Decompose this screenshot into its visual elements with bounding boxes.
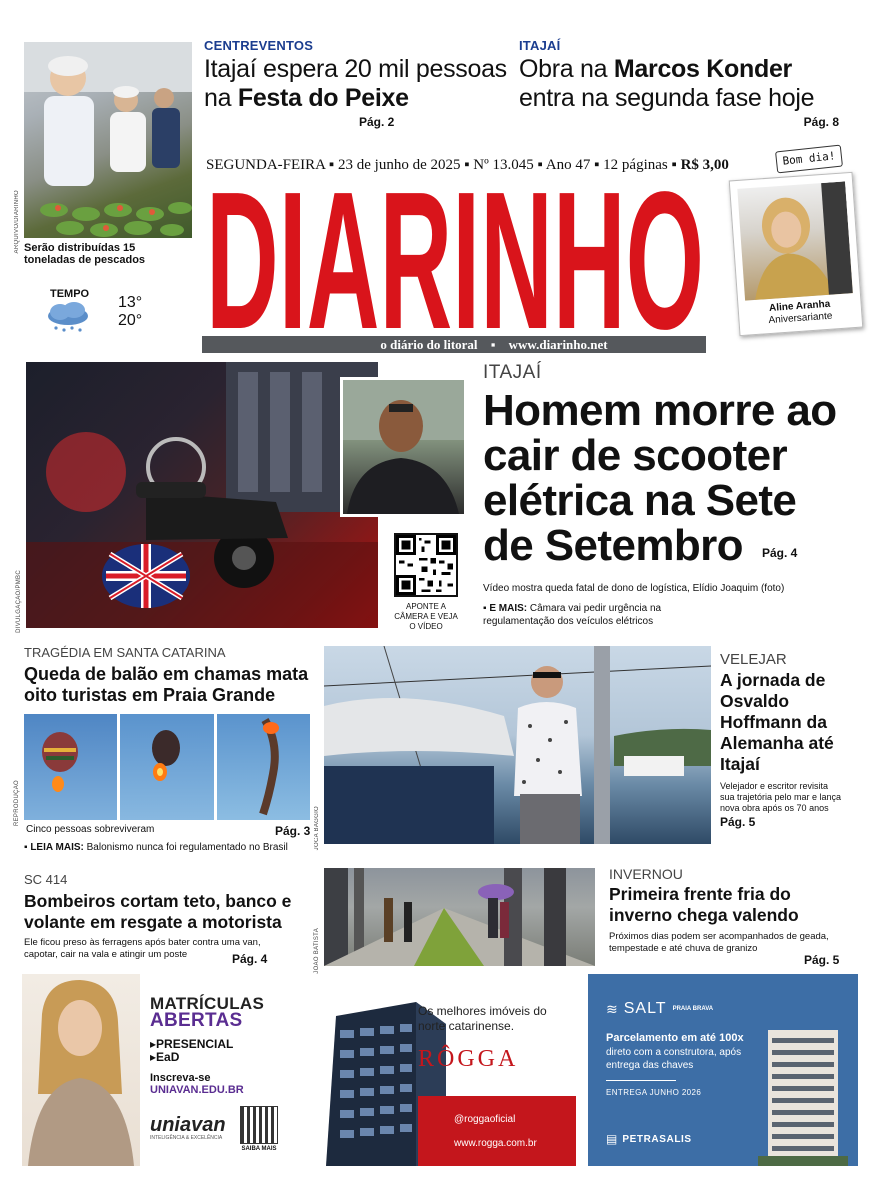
salt-tower-image (758, 1020, 848, 1166)
fire-headline: Bombeiros cortam teto, banco e volante em resgate a motorista (24, 891, 292, 932)
qr-instructions: APONTE A CÂMERA E VEJA O VÍDEO (394, 602, 458, 631)
tagline-separator-icon: ▪ (490, 337, 496, 352)
balloon-photo-2 (120, 714, 213, 820)
headline-text: Obra na (519, 55, 614, 83)
headline-text: Itajaí espera 20 mil pessoas na (204, 55, 507, 112)
salt-offer-rest: direto com a construtora, após entrega das chaves (606, 1047, 742, 1071)
petrasalis-logo (606, 1132, 692, 1146)
sailing-headline: A jornada de Osvaldo Hoffmann da Alemanha até Itajaí (720, 670, 834, 774)
story-page: Pág. 2 (359, 115, 395, 129)
story-kicker: CENTREVENTOS (204, 38, 314, 53)
main-page: Pág. 4 (762, 546, 798, 560)
birthday-role: Aniversariante (768, 310, 833, 327)
logo[interactable] (204, 178, 706, 334)
petrasalis-text: PETRASALIS (622, 1133, 692, 1145)
victim-photo[interactable] (340, 377, 467, 517)
speech-bubble (775, 145, 843, 174)
balloon-photo-3 (217, 714, 310, 820)
cold-subhead: Próximos dias podem ser acompanhados de geada, tempestade e até chuva de granizo (609, 931, 829, 954)
headline-bold: Marcos Konder (613, 55, 792, 83)
ad1-url[interactable]: UNIAVAN.EDU.BR (150, 1084, 244, 1096)
logo-text: DIARINHO (206, 178, 704, 334)
story-centreventos[interactable] (204, 38, 510, 129)
building-icon: ▤ (606, 1132, 618, 1146)
photo-caption: Serão distribuídas 15 toneladas de pescados (24, 242, 146, 266)
photo-credit: JOÃO BATISTA (314, 928, 320, 974)
cold-story[interactable] (609, 866, 854, 954)
main-more[interactable] (483, 602, 703, 628)
edition-info: SEGUNDA-FEIRA ▪ 23 de junho de 2025 ▪ Nº 13.045 ▪ Ano 47 ▪ 12 páginas ▪ (206, 157, 677, 173)
more-label: LEIA MAIS: (30, 842, 84, 853)
rogga-ad[interactable] (306, 974, 576, 1166)
birthday-name: Aline Aranha (768, 298, 831, 314)
salt-logo-text: SALT (623, 1000, 667, 1017)
rogga-logo: RÔGGA (418, 1046, 519, 1072)
bullet-icon: ▪ (24, 842, 31, 853)
festa-peixe-photo (24, 42, 192, 238)
cold-headline: Primeira frente fria do inverno chega valendo (609, 884, 799, 925)
salt-logo (606, 1000, 713, 1018)
tagline-text: o diário do litoral (380, 337, 478, 352)
more-label: E MAIS: (489, 603, 528, 614)
balloon-more[interactable] (24, 842, 324, 853)
weather-max: 20° (118, 312, 143, 329)
balloon-headline: Queda de balão em chamas mata oito turistas em Praia Grande (24, 664, 309, 705)
sailor-photo[interactable] (324, 646, 711, 844)
uniavan-ad[interactable] (22, 974, 288, 1166)
rogga-social[interactable]: @roggaoficial (454, 1114, 516, 1125)
salt-logo-sub: PRAIA BRAVA (672, 1006, 714, 1012)
fire-story[interactable] (24, 872, 324, 960)
uniavan-logo-text: uniavan (150, 1114, 226, 1136)
sailing-subhead: Velejador e escritor revisita sua trajetória pelo mar e lança nova obra após os 70 anos (720, 781, 842, 813)
story-itajai-obra[interactable] (519, 38, 849, 129)
rogga-url[interactable]: www.rogga.com.br (454, 1138, 537, 1149)
birthday-photo (737, 181, 853, 300)
uniavan-model-photo (22, 974, 140, 1166)
bubble-text: Bom dia! (781, 149, 836, 168)
cold-page: Pág. 5 (804, 953, 840, 967)
story-headline (204, 55, 510, 113)
sailing-kicker: VELEJAR (720, 651, 787, 668)
ad1-option2: ▸EaD (150, 1050, 180, 1064)
uniavan-logo-sub: INTELIGÊNCIA & EXCELÊNCIA (150, 1135, 223, 1141)
ad1-qr-code[interactable] (240, 1106, 278, 1144)
main-story[interactable] (483, 362, 843, 568)
photo-credit: REPRODUÇÃO (14, 780, 20, 827)
balloon-page: Pág. 3 (275, 824, 311, 838)
main-headline: Homem morre ao cair de scooter elétrica na Sete de Setembro (483, 386, 837, 570)
bullet-icon: ▪ (483, 603, 490, 614)
balloon-photos[interactable] (24, 714, 310, 820)
cold-kicker: INVERNOU (609, 866, 683, 882)
sailing-story[interactable] (720, 651, 850, 829)
headline-text: entra na segunda fase hoje (519, 84, 815, 112)
weather-min: 13° (118, 294, 143, 311)
photo-credit: ARQUIVO/DIARINHO (14, 190, 20, 254)
fire-subhead: Ele ficou preso às ferragens após bater contra uma van, capotar, cair na vala e atingir um poste (24, 937, 261, 960)
video-qr-code[interactable] (394, 533, 458, 597)
ad1-title2: ABERTAS (150, 1010, 243, 1031)
story-kicker: ITAJAÍ (519, 38, 561, 53)
rogga-red-panel (418, 1096, 576, 1166)
main-subhead: Vídeo mostra queda fatal de dono de logística, Elídio Joaquim (foto) (483, 583, 785, 594)
edition-price: R$ 3,00 (680, 157, 729, 173)
salt-ad[interactable] (588, 974, 858, 1166)
story-page: Pág. 8 (803, 115, 839, 129)
rain-cloud-icon (44, 300, 92, 336)
edition-line (206, 157, 736, 174)
weather-label: TEMPO (50, 288, 90, 300)
wave-icon: ≋ (606, 1000, 618, 1017)
rain-street-photo[interactable] (324, 868, 595, 966)
photo-credit: DIVULGAÇÃO/PMBC (16, 570, 22, 633)
story-headline (519, 55, 849, 113)
headline-bold: Festa do Peixe (237, 84, 409, 112)
salt-delivery: ENTREGA JUNHO 2026 (606, 1088, 702, 1097)
site-url-link[interactable]: www.diarinho.net (508, 337, 608, 352)
weather-widget (44, 288, 164, 338)
main-kicker: ITAJAÍ (483, 362, 542, 383)
balloon-caption: Cinco pessoas sobreviveram (26, 824, 155, 835)
scooter-photo[interactable] (26, 362, 378, 628)
more-text: Câmara vai pedir urgência na regulamentação dos veículos elétricos (483, 603, 662, 627)
fire-page: Pág. 4 (232, 952, 268, 966)
salt-divider (606, 1080, 676, 1081)
rogga-slogan: Os melhores imóveis do norte catarinense. (418, 1004, 547, 1033)
salt-offer-bold: Parcelamento em até 100x (606, 1032, 744, 1044)
ad1-option1: ▸PRESENCIAL (150, 1037, 234, 1051)
more-text: Balonismo nunca foi regulamentado no Brasil (83, 842, 288, 853)
fire-kicker: SC 414 (24, 872, 68, 887)
ad1-cta: Inscreva-se (150, 1072, 211, 1084)
birthday-card[interactable] (729, 172, 864, 336)
balloon-kicker: TRAGÉDIA EM SANTA CATARINA (24, 645, 226, 660)
tagline-bar (202, 336, 706, 353)
ad1-qr-label: SAIBA MAIS (241, 1146, 277, 1152)
balloon-photo-1 (24, 714, 117, 820)
ad1-title1: MATRÍCULAS (150, 994, 265, 1013)
balloon-story[interactable] (24, 645, 320, 706)
uniavan-logo (150, 1114, 226, 1141)
photo-credit: JOCA BAGGIO (314, 806, 320, 851)
sailing-page: Pág. 5 (720, 815, 756, 829)
